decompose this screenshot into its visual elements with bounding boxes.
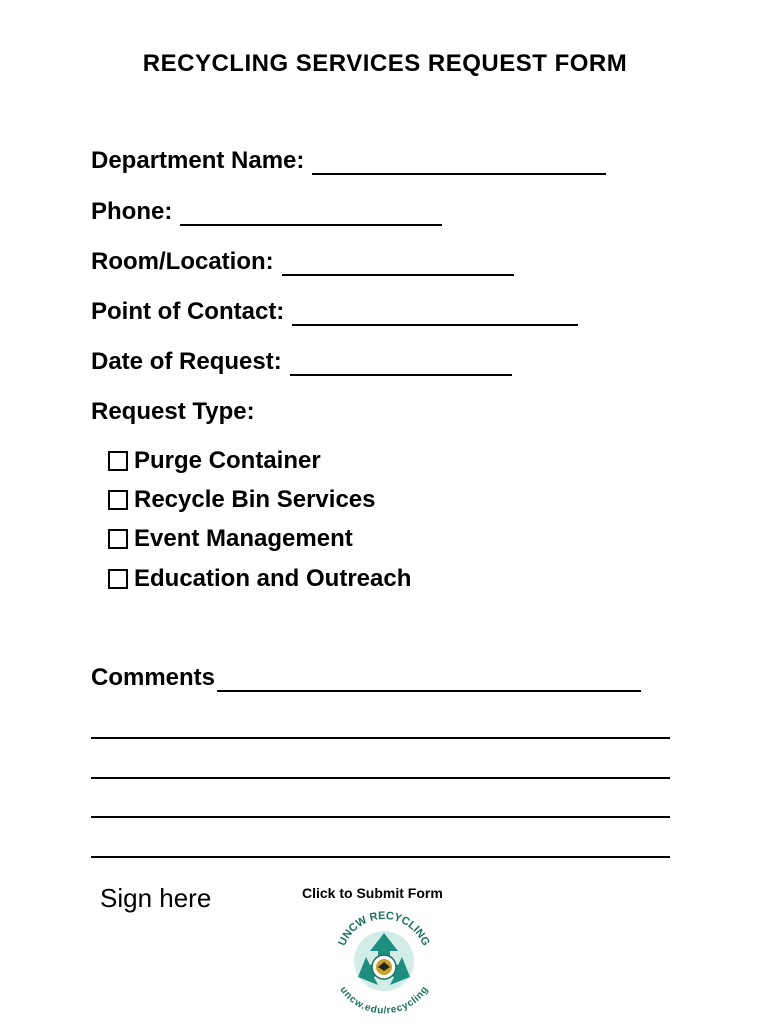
comments-line[interactable] xyxy=(91,777,670,779)
recycle-symbol-icon xyxy=(354,931,414,991)
request-type-heading xyxy=(91,396,255,426)
form-title: RECYCLING SERVICES REQUEST FORM xyxy=(142,50,628,77)
department-input[interactable] xyxy=(312,151,606,175)
comments-line[interactable] xyxy=(91,737,670,739)
location-label: Room/Location: xyxy=(91,248,274,275)
contact-input[interactable] xyxy=(292,302,578,326)
education-outreach-checkbox[interactable] xyxy=(108,569,128,589)
logo-top-text: UNCW RECYCLING xyxy=(336,909,432,948)
uncw-recycling-logo xyxy=(328,905,440,1017)
submit-form-button[interactable]: Click to Submit Form xyxy=(302,885,443,901)
sign-here-field[interactable]: Sign here xyxy=(100,883,212,913)
option-label: Education and Outreach xyxy=(134,565,412,592)
option-label: Recycle Bin Services xyxy=(134,486,376,513)
option-label: Purge Container xyxy=(134,447,321,474)
option-recycle-bin-services[interactable] xyxy=(108,485,376,515)
phone-label: Phone: xyxy=(91,198,173,225)
phone-input[interactable] xyxy=(180,202,442,226)
logo-bottom-text: uncw.edu/recycling xyxy=(337,984,431,1017)
event-management-checkbox[interactable] xyxy=(108,529,128,549)
comments-line[interactable] xyxy=(91,816,670,818)
phone-field xyxy=(91,196,442,226)
option-event-management[interactable] xyxy=(108,524,353,554)
option-label: Event Management xyxy=(134,525,353,552)
department-label: Department Name: xyxy=(91,147,305,174)
comments-label: Comments xyxy=(91,664,216,691)
contact-field xyxy=(91,296,578,326)
date-field xyxy=(91,346,512,376)
comments-input-line[interactable] xyxy=(217,668,641,692)
date-label: Date of Request: xyxy=(91,348,282,375)
location-field xyxy=(91,246,514,276)
comments-field xyxy=(91,662,641,692)
purge-container-checkbox[interactable] xyxy=(108,451,128,471)
option-education-outreach[interactable] xyxy=(108,564,411,594)
department-field xyxy=(91,145,606,175)
comments-line[interactable] xyxy=(91,856,670,858)
request-type-label: Request Type: xyxy=(91,398,255,425)
date-input[interactable] xyxy=(290,352,512,376)
recycle-bin-services-checkbox[interactable] xyxy=(108,490,128,510)
option-purge-container[interactable] xyxy=(108,446,321,476)
location-input[interactable] xyxy=(282,252,514,276)
contact-label: Point of Contact: xyxy=(91,298,285,325)
